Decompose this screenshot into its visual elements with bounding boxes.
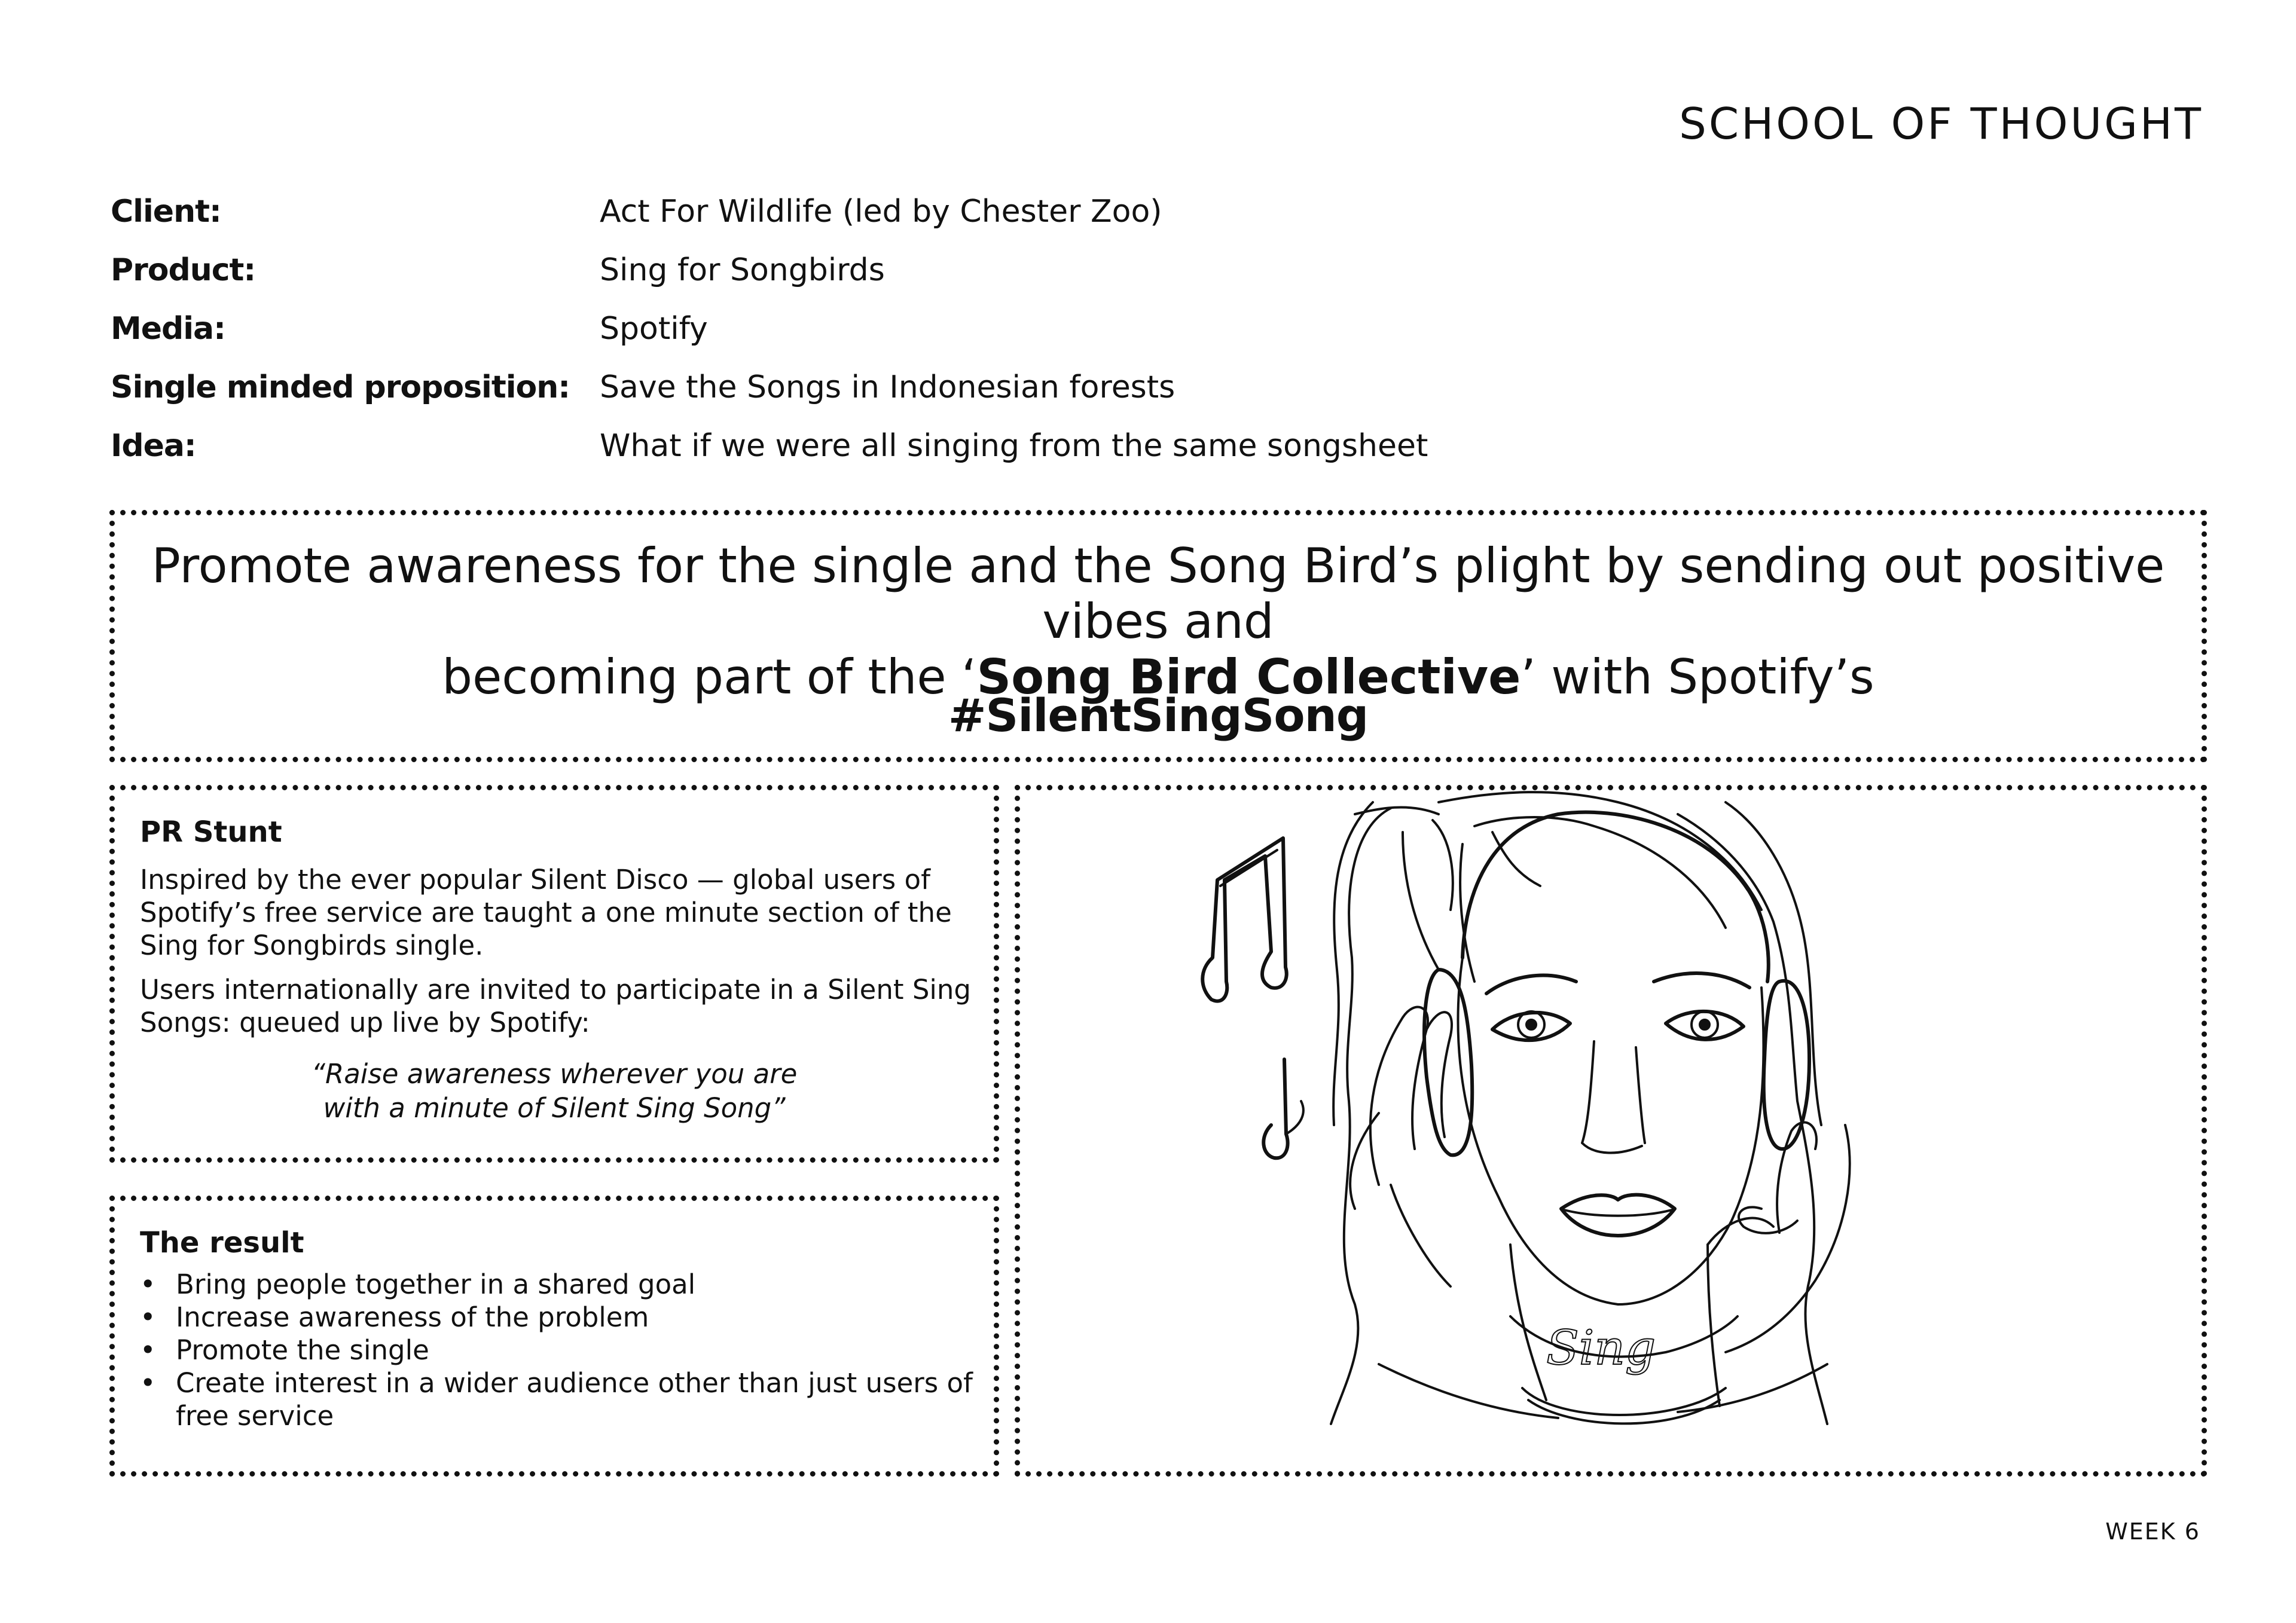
list-item: • Promote the single xyxy=(140,1334,989,1367)
result-title: The result xyxy=(140,1226,304,1260)
necklace-text: Sing xyxy=(1546,1320,1656,1376)
brief-label: Product: xyxy=(111,252,256,288)
list-item: • Increase awareness of the problem xyxy=(140,1301,989,1334)
illustration-box xyxy=(1015,785,2207,1477)
hashtag: #SilentSingSong xyxy=(948,689,1369,742)
pr-stunt-paragraph-1: Inspired by the ever popular Silent Disco — global users of Spotify’s free service are taught a one minute section of the Sing for Songbirds single. xyxy=(140,864,952,961)
brief-value: Act For Wildlife (led by Chester Zoo) xyxy=(600,194,1162,230)
list-item: • Bring people together in a shared goal xyxy=(140,1268,989,1301)
nose xyxy=(1582,1041,1645,1153)
pr-stunt-box xyxy=(109,785,999,1163)
right-hand xyxy=(1726,1123,1850,1352)
brief-value: What if we were all singing from the same songsheet xyxy=(600,428,1428,464)
pr-stunt-paragraph-2: Users internationally are invited to participate in a Silent Sing Songs: queued up live by Spotify: xyxy=(140,974,971,1038)
headphones-icon xyxy=(1424,812,1809,1156)
brief-label: Client: xyxy=(111,194,221,230)
right-eye xyxy=(1666,1011,1744,1040)
hair-outline xyxy=(1331,808,1391,1424)
quote-line-2: with a minute of Silent Sing Song” xyxy=(323,1092,786,1124)
headline-collective: Song Bird Collective xyxy=(976,649,1521,705)
headline-box xyxy=(109,510,2207,762)
brief-value: Spotify xyxy=(600,311,708,347)
brief-value: Sing for Songbirds xyxy=(600,252,885,288)
headline-line2-post: ’ with Spotify’s xyxy=(1521,649,1874,705)
girl-with-headphones-illustration xyxy=(1020,790,2202,1471)
headline-line2-pre: becoming part of the ‘ xyxy=(442,649,977,705)
result-box xyxy=(109,1196,999,1477)
brief-row-client xyxy=(111,182,2144,241)
result-list xyxy=(140,1268,989,1432)
brief-row-product xyxy=(111,241,2144,299)
music-note-icon xyxy=(1202,838,1286,1001)
brief-label: Single minded proposition: xyxy=(111,369,570,405)
brief-table xyxy=(111,182,2144,475)
brand-title: SCHOOL OF THOUGHT xyxy=(1679,99,2203,149)
quote-line-1: “Raise awareness wherever you are xyxy=(311,1058,798,1090)
headline-line1: Promote awareness for the single and the Song Bird’s plight by sending out positive vibes and xyxy=(151,538,2165,649)
week-label: WEEK 6 xyxy=(2105,1518,2200,1545)
brief-label: Idea: xyxy=(111,428,196,464)
left-hand xyxy=(1370,1007,1452,1286)
music-note-icon xyxy=(1263,1059,1303,1158)
headline-text xyxy=(115,538,2202,705)
brief-row-media xyxy=(111,299,2144,358)
face-outline xyxy=(1458,958,1764,1304)
brief-row-proposition xyxy=(111,358,2144,417)
brief-row-idea xyxy=(111,417,2144,475)
list-item: • Create interest in a wider audience other than just users of free service xyxy=(140,1367,989,1432)
pr-stunt-title: PR Stunt xyxy=(140,815,282,849)
brief-label: Media: xyxy=(111,311,225,347)
pr-stunt-quote xyxy=(115,1057,994,1125)
brief-value: Save the Songs in Indonesian forests xyxy=(600,369,1176,405)
left-eye xyxy=(1492,1011,1570,1040)
